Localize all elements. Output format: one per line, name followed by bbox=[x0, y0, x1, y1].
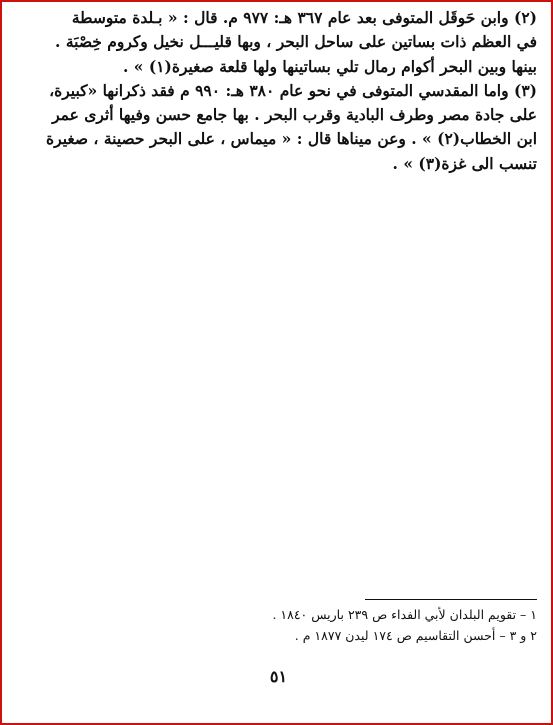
paragraph-al-muqaddasi bbox=[46, 79, 537, 176]
footnote-divider bbox=[365, 599, 537, 600]
footnote-1: ١ – تقويم البلدان لأبي الفداء ص ٢٣٩ باريس ١٨٤٠ . bbox=[272, 607, 537, 622]
footnotes bbox=[202, 604, 537, 646]
text-line: تنسب الى غزة(٣) » . bbox=[392, 153, 537, 173]
text-line: في العظم ذات بساتين على ساحل البحر ، وبها قليـــل نخيل وكروم خِصْبَة . bbox=[55, 32, 537, 52]
footnote-2-3: ٢ و ٣ – أحسن التقاسيم ص ١٧٤ ليدن ١٨٧٧ م . bbox=[294, 628, 537, 643]
paragraph-ibn-hawqal bbox=[55, 6, 537, 79]
text-line: بينها وبين البحر أكوام رمال تلي بساتينها ولها قلعة صغيرة(١) » . bbox=[122, 56, 537, 76]
text-line: ابن الخطاب(٢) » . وعن ميناها قال : « ميماس ، على البحر حصينة ، صغيرة bbox=[46, 129, 537, 149]
text-line: على جادة مصر وطرف البادية وقرب البحر . بها جامع حسن وفيها أثرى عمر bbox=[52, 105, 537, 125]
main-text bbox=[46, 6, 537, 176]
text-line: (٢) وابن حَوقَل المتوفى بعد عام ٣٦٧ هـ: ٩٧٧ م. قال : « بـلدة متوسطة bbox=[71, 8, 537, 27]
text-line: (٣) واما المقدسي المتوفى في نحو عام ٣٨٠ هـ: ٩٩٠ م فقد ذكرانها «كبيرة، bbox=[49, 80, 537, 100]
page-number: ٥١ bbox=[269, 667, 288, 686]
